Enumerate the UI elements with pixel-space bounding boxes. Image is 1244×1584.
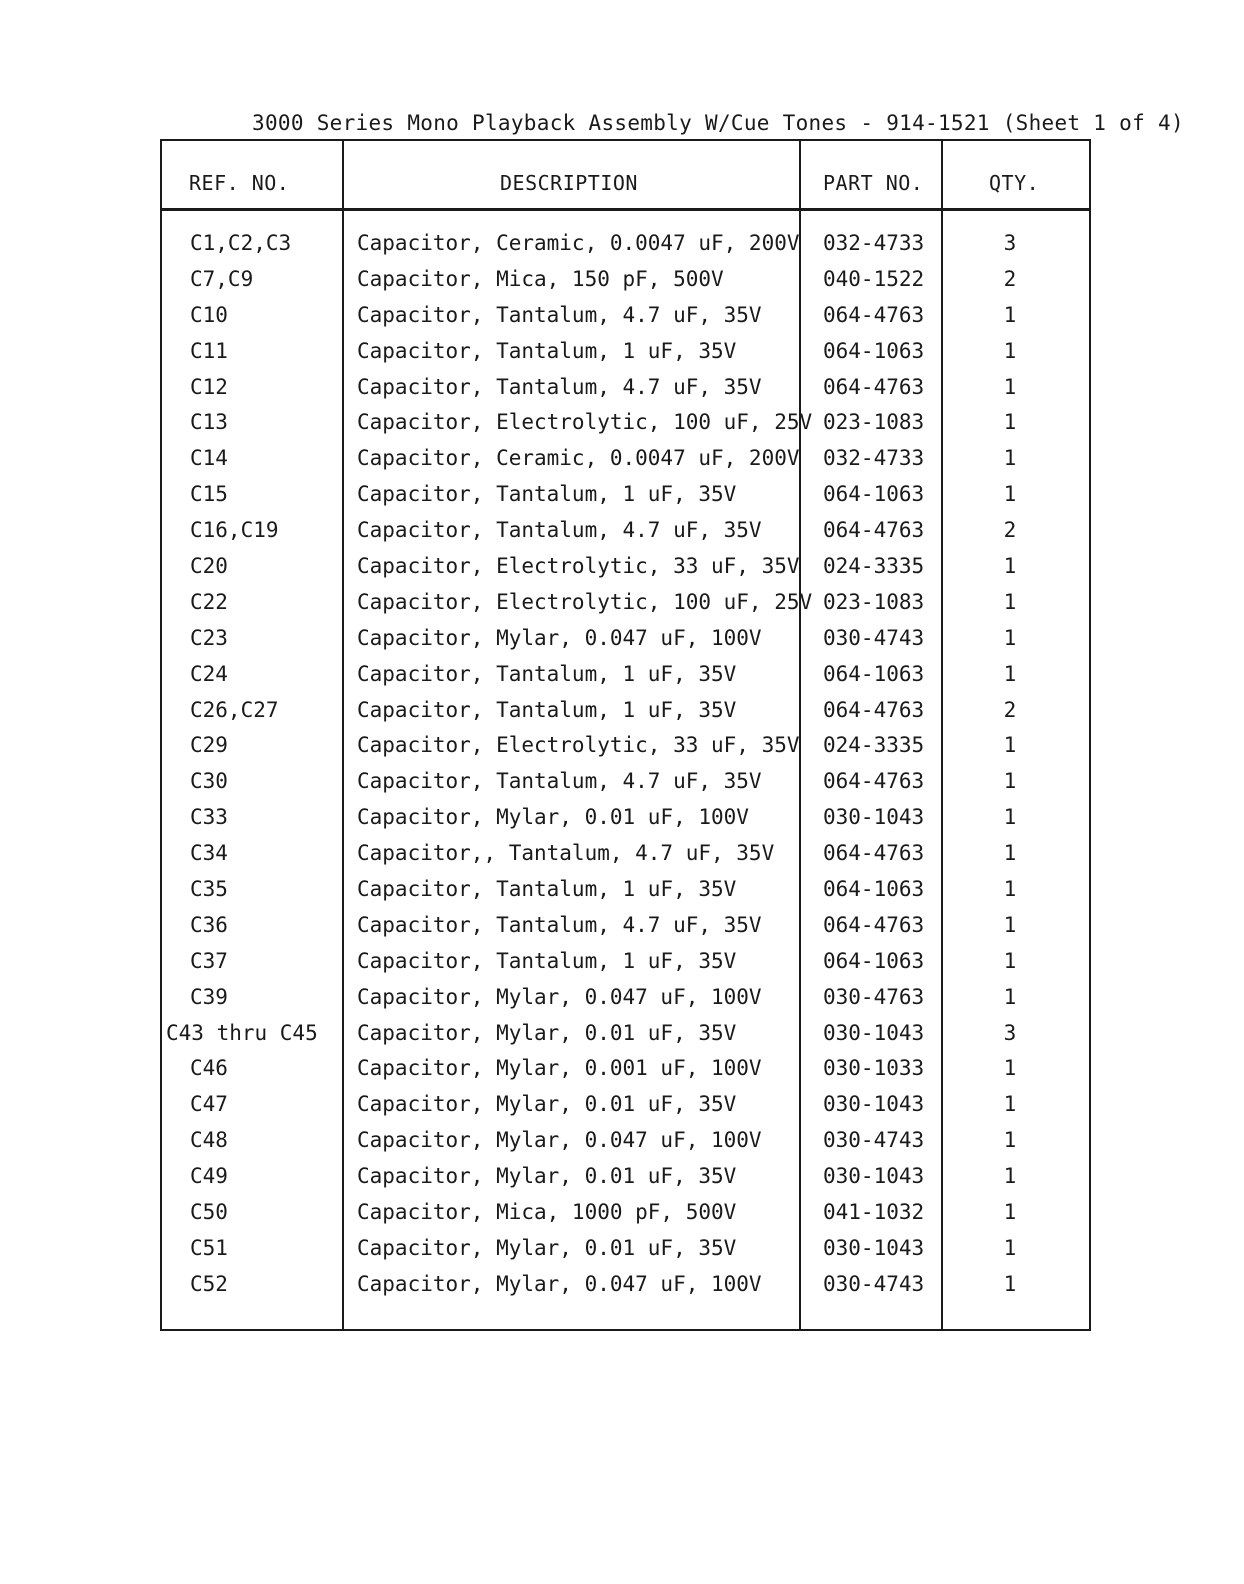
ref-cell: C48	[190, 1128, 228, 1153]
ref-cell: C50	[190, 1200, 228, 1225]
description-cell: Capacitor, Tantalum, 4.7 uF, 35V	[357, 518, 762, 543]
qty-cell: 3	[1003, 231, 1017, 255]
description-cell: Capacitor, Mylar, 0.047 uF, 100V	[357, 1271, 762, 1296]
part-no-cell: 064-1063	[823, 661, 925, 686]
ref-cell: C43 thru C45	[166, 1020, 318, 1045]
part-no-cell: 064-1063	[823, 948, 925, 973]
description-cell: Capacitor, Electrolytic, 100 uF, 25V	[357, 589, 813, 614]
qty-cell: 2	[1003, 518, 1017, 543]
ref-cell: C13	[190, 410, 228, 435]
table-row	[162, 1196, 1089, 1232]
description-cell: Capacitor, Ceramic, 0.0047 uF, 200V	[357, 231, 800, 255]
qty-cell: 1	[1003, 446, 1017, 471]
ref-cell: C23	[190, 625, 228, 650]
table-row	[162, 1088, 1089, 1124]
qty-cell: 1	[1003, 302, 1017, 327]
table-row	[162, 263, 1089, 299]
ref-cell: C33	[190, 805, 228, 830]
description-cell: Capacitor, Mylar, 0.047 uF, 100V	[357, 1128, 762, 1153]
table-row	[162, 550, 1089, 586]
description-cell: Capacitor, Electrolytic, 100 uF, 25V	[357, 410, 813, 435]
header-description: DESCRIPTION	[500, 171, 638, 195]
qty-cell: 1	[1003, 482, 1017, 507]
table-row	[162, 586, 1089, 622]
ref-cell: C35	[190, 877, 228, 902]
ref-cell: C51	[190, 1235, 228, 1260]
table-row	[162, 981, 1089, 1017]
part-no-cell: 030-4763	[823, 984, 925, 1009]
qty-cell: 1	[1003, 1235, 1017, 1260]
description-cell: Capacitor, Tantalum, 1 uF, 35V	[357, 338, 737, 363]
description-cell: Capacitor, Mylar, 0.01 uF, 35V	[357, 1235, 737, 1260]
table-row	[162, 1160, 1089, 1196]
ref-cell: C30	[190, 769, 228, 794]
description-cell: Capacitor, Tantalum, 1 uF, 35V	[357, 697, 737, 722]
part-no-cell: 064-1063	[823, 877, 925, 902]
qty-cell: 1	[1003, 625, 1017, 650]
part-no-cell: 040-1522	[823, 266, 925, 291]
table-row	[162, 406, 1089, 442]
table-row	[162, 873, 1089, 909]
ref-cell: C1,C2,C3	[190, 231, 292, 255]
header-divider	[162, 208, 1089, 211]
part-no-cell: 024-3335	[823, 733, 925, 758]
part-no-cell: 064-4763	[823, 697, 925, 722]
part-no-cell: 030-1033	[823, 1056, 925, 1081]
description-cell: Capacitor,, Tantalum, 4.7 uF, 35V	[357, 841, 775, 866]
part-no-cell: 064-4763	[823, 769, 925, 794]
ref-cell: C46	[190, 1056, 228, 1081]
table-row	[162, 514, 1089, 550]
qty-cell: 1	[1003, 877, 1017, 902]
header-qty: QTY.	[989, 171, 1040, 195]
part-no-cell: 064-4763	[823, 302, 925, 327]
ref-cell: C49	[190, 1164, 228, 1189]
ref-cell: C12	[190, 374, 228, 399]
table-row	[162, 335, 1089, 371]
table-row	[162, 1017, 1089, 1053]
ref-cell: C14	[190, 446, 228, 471]
qty-cell: 1	[1003, 805, 1017, 830]
part-no-cell: 064-4763	[823, 841, 925, 866]
qty-cell: 1	[1003, 554, 1017, 579]
description-cell: Capacitor, Tantalum, 1 uF, 35V	[357, 482, 737, 507]
qty-cell: 1	[1003, 374, 1017, 399]
part-no-cell: 023-1083	[823, 589, 925, 614]
part-no-cell: 064-4763	[823, 912, 925, 937]
description-cell: Capacitor, Mylar, 0.001 uF, 100V	[357, 1056, 762, 1081]
qty-cell: 2	[1003, 266, 1017, 291]
description-cell: Capacitor, Tantalum, 1 uF, 35V	[357, 877, 737, 902]
ref-cell: C15	[190, 482, 228, 507]
part-no-cell: 064-1063	[823, 338, 925, 363]
part-no-cell: 024-3335	[823, 554, 925, 579]
part-no-cell: 032-4733	[823, 446, 925, 471]
description-cell: Capacitor, Mylar, 0.047 uF, 100V	[357, 984, 762, 1009]
qty-cell: 1	[1003, 841, 1017, 866]
qty-cell: 3	[1003, 1020, 1017, 1045]
table-row	[162, 1052, 1089, 1088]
ref-cell: C11	[190, 338, 228, 363]
qty-cell: 1	[1003, 1128, 1017, 1153]
part-no-cell: 030-1043	[823, 805, 925, 830]
table-row	[162, 945, 1089, 981]
header-part-no: PART NO.	[823, 171, 924, 195]
ref-cell: C16,C19	[190, 518, 279, 543]
qty-cell: 1	[1003, 661, 1017, 686]
description-cell: Capacitor, Mylar, 0.047 uF, 100V	[357, 625, 762, 650]
ref-cell: C34	[190, 841, 228, 866]
qty-cell: 1	[1003, 1164, 1017, 1189]
ref-cell: C22	[190, 589, 228, 614]
ref-cell: C29	[190, 733, 228, 758]
description-cell: Capacitor, Electrolytic, 33 uF, 35V	[357, 733, 800, 758]
part-no-cell: 064-4763	[823, 374, 925, 399]
part-no-cell: 030-4743	[823, 1128, 925, 1153]
ref-cell: C24	[190, 661, 228, 686]
part-no-cell: 064-1063	[823, 482, 925, 507]
qty-cell: 1	[1003, 912, 1017, 937]
page-title: 3000 Series Mono Playback Assembly W/Cue Tones - 914-1521 (Sheet 1 of 4)	[252, 111, 1184, 135]
part-no-cell: 023-1083	[823, 410, 925, 435]
table-row	[162, 801, 1089, 837]
description-cell: Capacitor, Mylar, 0.01 uF, 100V	[357, 805, 749, 830]
description-cell: Capacitor, Mica, 1000 pF, 500V	[357, 1200, 737, 1225]
qty-cell: 1	[1003, 948, 1017, 973]
qty-cell: 1	[1003, 410, 1017, 435]
parts-table	[160, 139, 1091, 1331]
table-body	[162, 227, 1089, 1304]
description-cell: Capacitor, Tantalum, 1 uF, 35V	[357, 948, 737, 973]
description-cell: Capacitor, Tantalum, 4.7 uF, 35V	[357, 374, 762, 399]
description-cell: Capacitor, Mylar, 0.01 uF, 35V	[357, 1092, 737, 1117]
table-row	[162, 371, 1089, 407]
table-row	[162, 765, 1089, 801]
part-no-cell: 030-1043	[823, 1164, 925, 1189]
description-cell: Capacitor, Tantalum, 1 uF, 35V	[357, 661, 737, 686]
table-row	[162, 299, 1089, 335]
part-no-cell: 030-4743	[823, 1271, 925, 1296]
table-row	[162, 622, 1089, 658]
table-row	[162, 694, 1089, 730]
description-cell: Capacitor, Electrolytic, 33 uF, 35V	[357, 554, 800, 579]
description-cell: Capacitor, Tantalum, 4.7 uF, 35V	[357, 769, 762, 794]
description-cell: Capacitor, Mylar, 0.01 uF, 35V	[357, 1164, 737, 1189]
qty-cell: 1	[1003, 1271, 1017, 1296]
ref-cell: C10	[190, 302, 228, 327]
qty-cell: 1	[1003, 733, 1017, 758]
ref-cell: C52	[190, 1271, 228, 1296]
description-cell: Capacitor, Mylar, 0.01 uF, 35V	[357, 1020, 737, 1045]
ref-cell: C39	[190, 984, 228, 1009]
ref-cell: C36	[190, 912, 228, 937]
qty-cell: 1	[1003, 589, 1017, 614]
description-cell: Capacitor, Tantalum, 4.7 uF, 35V	[357, 302, 762, 327]
qty-cell: 1	[1003, 338, 1017, 363]
part-no-cell: 032-4733	[823, 231, 925, 255]
part-no-cell: 064-4763	[823, 518, 925, 543]
ref-cell: C7,C9	[190, 266, 254, 291]
table-row	[162, 1124, 1089, 1160]
part-no-cell: 030-1043	[823, 1020, 925, 1045]
description-cell: Capacitor, Mica, 150 pF, 500V	[357, 266, 724, 291]
table-row	[162, 478, 1089, 514]
description-cell: Capacitor, Ceramic, 0.0047 uF, 200V	[357, 446, 800, 471]
qty-cell: 1	[1003, 1056, 1017, 1081]
qty-cell: 1	[1003, 1092, 1017, 1117]
qty-cell: 1	[1003, 1200, 1017, 1225]
table-row	[162, 1268, 1089, 1304]
qty-cell: 1	[1003, 984, 1017, 1009]
qty-cell: 2	[1003, 697, 1017, 722]
header-ref-no: REF. NO.	[189, 171, 290, 195]
qty-cell: 1	[1003, 769, 1017, 794]
ref-cell: C47	[190, 1092, 228, 1117]
part-no-cell: 041-1032	[823, 1200, 925, 1225]
part-no-cell: 030-1043	[823, 1092, 925, 1117]
table-row	[162, 658, 1089, 694]
ref-cell: C20	[190, 554, 228, 579]
table-row	[162, 442, 1089, 478]
table-row	[162, 1232, 1089, 1268]
table-row	[162, 837, 1089, 873]
ref-cell: C37	[190, 948, 228, 973]
description-cell: Capacitor, Tantalum, 4.7 uF, 35V	[357, 912, 762, 937]
ref-cell: C26,C27	[190, 697, 279, 722]
table-row	[162, 909, 1089, 945]
part-no-cell: 030-1043	[823, 1235, 925, 1260]
table-row	[162, 729, 1089, 765]
table-row	[162, 227, 1089, 263]
part-no-cell: 030-4743	[823, 625, 925, 650]
